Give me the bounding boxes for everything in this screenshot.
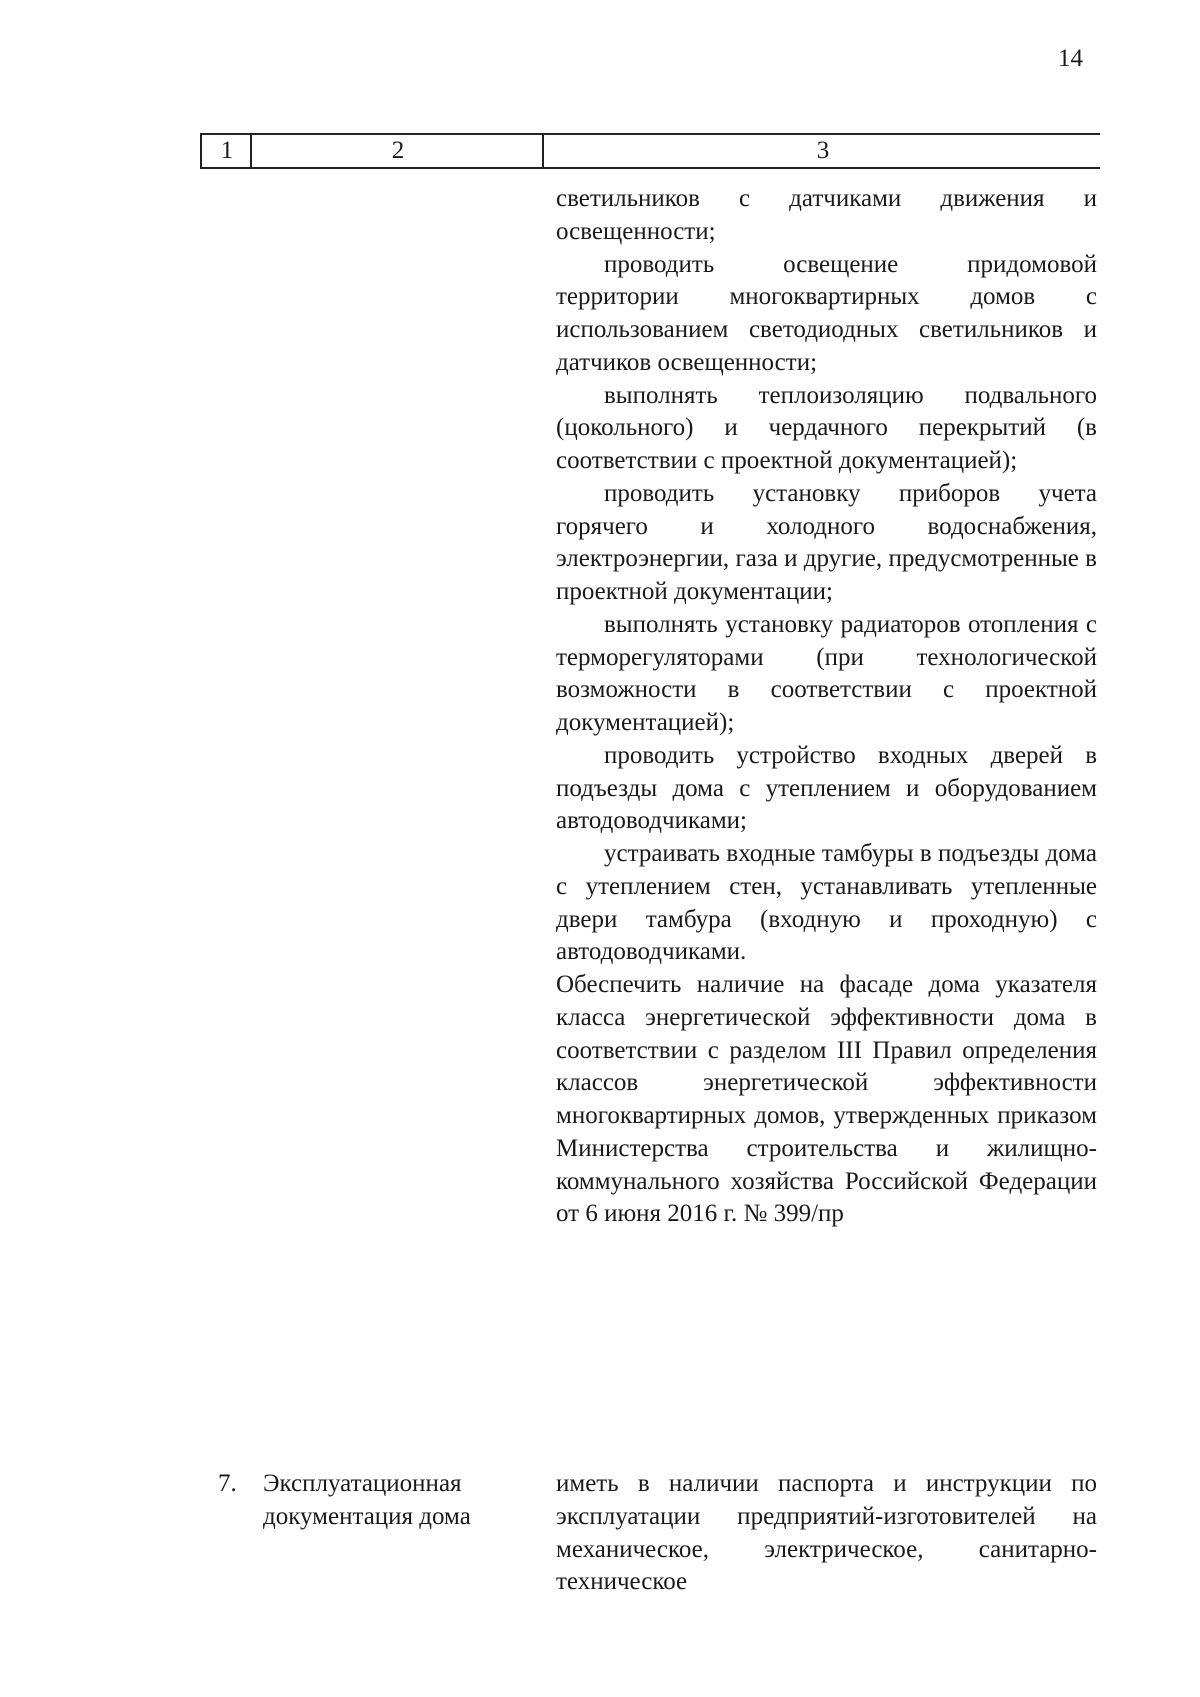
table-header-col-3: 3 [542,135,1102,167]
table-header-row [200,133,1100,169]
table-header-col-1: 1 [200,135,252,167]
continuation-cell [556,183,1097,1231]
paragraph: Обеспечить наличие на фасаде дома указателя класса энергетической эффективности дома в соответствии с разделом III Правил определения классов энергетической эффективности многоквартирных домов, утвержденных приказом Министерства строительства и жилищно-коммунального хозяйства Российской Федерации от 6 июня 2016 г. № 399/пр [556,971,1097,1228]
paragraph: проводить устройство входных дверей в подъезды дома с утеплением и оборудованием автодоводчиками; [556,741,1097,835]
paragraph: иметь в наличии паспорта и инструкции по эксплуатации предприятий-изготовителей на механическое, электрическое, санитарно-техническое [556,1470,1097,1596]
paragraph: светильников с датчиками движения и освещенности; [556,185,1097,245]
paragraph: проводить установку приборов учета горячего и холодного водоснабжения, электроэнергии, газа и другие, предусмотренные в проектной документации; [556,479,1097,605]
row-number: 7. [218,1470,237,1497]
row-requirement-cell [556,1468,1097,1599]
paragraph: выполнять установку радиаторов отопления с терморегуляторами (при технологической возможности в соответствии с проектной документацией); [556,610,1097,736]
table-header-col-2: 2 [250,135,544,167]
row-name: Эксплуатационная документация дома [263,1470,471,1530]
page-number: 14 [1058,45,1083,72]
paragraph: выполнять теплоизоляцию подвального (цокольного) и чердачного перекрытий (в соответствии с проектной документацией); [556,381,1097,474]
paragraph: проводить освещение придомовой территории многоквартирных домов с использованием светодиодных светильников и датчиков освещенности; [556,250,1097,376]
paragraph: устраивать входные тамбуры в подъезды дома с утеплением стен, устанавливать утепленные двери тамбура (входную и проходную) с автодоводчиками. [556,840,1097,966]
